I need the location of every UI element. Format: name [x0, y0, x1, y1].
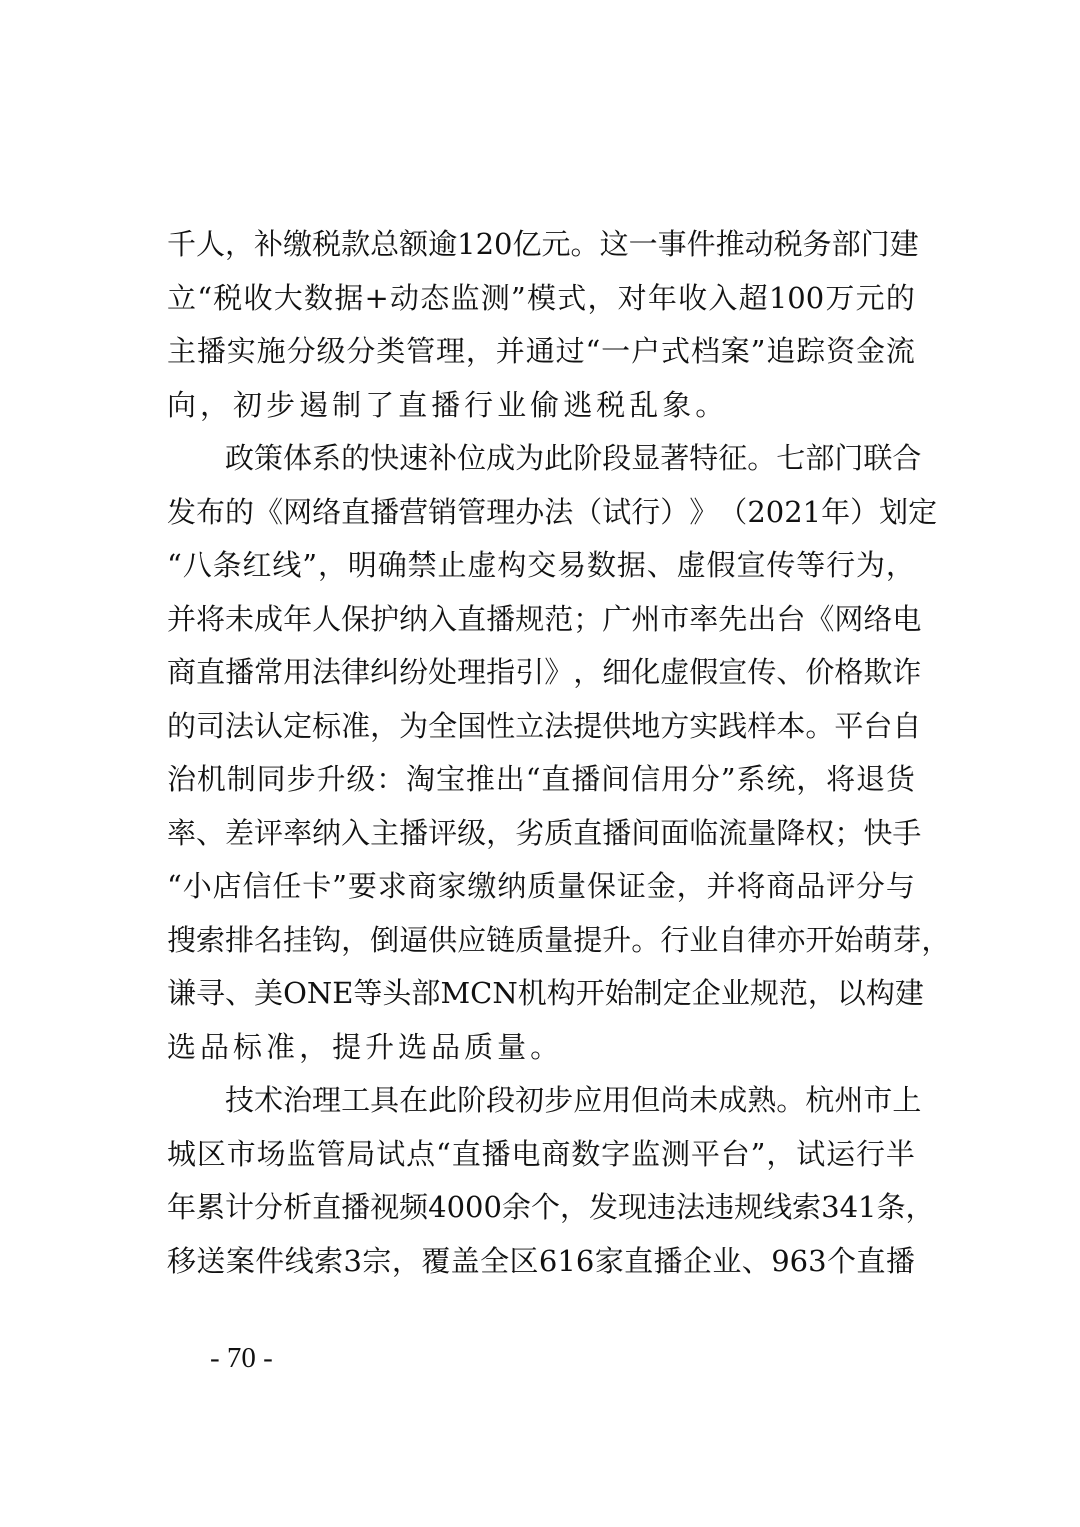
text-line: 主 播 实 施 分 级 分 类 管 理 ， 并 通 过 “ 一 户 式 档 案 ” 追 踪 资 金 流 [167, 334, 915, 368]
text-line: 治 机 制 同 步 升 级 ： 淘 宝 推 出 “ 直 播 间 信 用 分 ” 系 统 ， 将 退 货 [167, 762, 915, 796]
text-line: 并 将 未 成 年 人 保 护 纳 入 直 播 规 范 ； 广 州 市 率 先 出 台 《 网 络 电 [167, 601, 922, 636]
text-line: 政 策 体 系 的 快 速 补 位 成 为 此 阶 段 显 著 特 征 。 七 部 门 联 合 [225, 441, 922, 475]
text-line: 技 术 治 理 工 具 在 此 阶 段 初 步 应 用 但 尚 未 成 熟 。 杭 州 市 上 [225, 1083, 922, 1117]
page-number: - 70 - [210, 1342, 273, 1374]
text-line: “ 小 店 信 任 卡 ” 要 求 商 家 缴 纳 质 量 保 证 金 ， 并 将 商 品 评 分 与 [167, 869, 915, 903]
text-line: 选 品 标 准 ， 提 升 选 品 质 量 。 [167, 1029, 564, 1064]
text-line: 向 ， 初 步 遏 制 了 直 播 行 业 偷 逃 税 乱 象 。 [167, 387, 729, 422]
text-line: 的 司 法 认 定 标 准 ， 为 全 国 性 立 法 提 供 地 方 实 践 样 本 。 平 台 自 [167, 708, 922, 743]
text-line: 移 送 案 件 线 索 3 宗 ， 覆 盖 全 区 616 家 直 播 企 业 、 963 个 直 播 [167, 1243, 915, 1278]
text-line: 立 “ 税 收 大 数 据 + 动 态 监 测 ” 模 式 ， 对 年 收 入 超 100 万 元 的 [167, 280, 915, 315]
text-line: 商 直 播 常 用 法 律 纠 纷 处 理 指 引 》 ， 细 化 虚 假 宣 传 、 价 格 欺 诈 [167, 655, 922, 689]
body-text [167, 218, 951, 1288]
text-line: 率 、 差 评 率 纳 入 主 播 评 级 ， 劣 质 直 播 间 面 临 流 量 降 权 ； 快 手 [167, 815, 922, 850]
text-line: 搜 索 排 名 挂 钩 ， 倒 逼 供 应 链 质 量 提 升 。 行 业 自 律 亦 开 始 萌 芽 ， [167, 922, 951, 957]
text-line: 谦 寻 、 美 ONE 等 头 部 MCN 机 构 开 始 制 定 企 业 规 范 ， 以 构 建 [167, 976, 924, 1010]
text-line: 年 累 计 分 析 直 播 视 频 4000 余 个 ， 发 现 违 法 违 规 线 索 341 条 ， [167, 1190, 935, 1224]
text-line: 城 区 市 场 监 管 局 试 点 “ 直 播 电 商 数 字 监 测 平 台 ” ， 试 运 行 半 [167, 1136, 915, 1171]
text-line: 发 布 的 《 网 络 直 播 营 销 管 理 办 法 （ 试 行 ） 》 （ 2021 年 ） 划 定 [167, 494, 938, 529]
text-line: 千 人 ， 补 缴 税 款 总 额 逾 120 亿 元 。 这 一 事 件 推 动 税 务 部 门 建 [167, 227, 919, 261]
text-line: “ 八 条 红 线 ” ， 明 确 禁 止 虚 构 交 易 数 据 、 虚 假 宣 传 等 行 为 ， [167, 548, 915, 582]
